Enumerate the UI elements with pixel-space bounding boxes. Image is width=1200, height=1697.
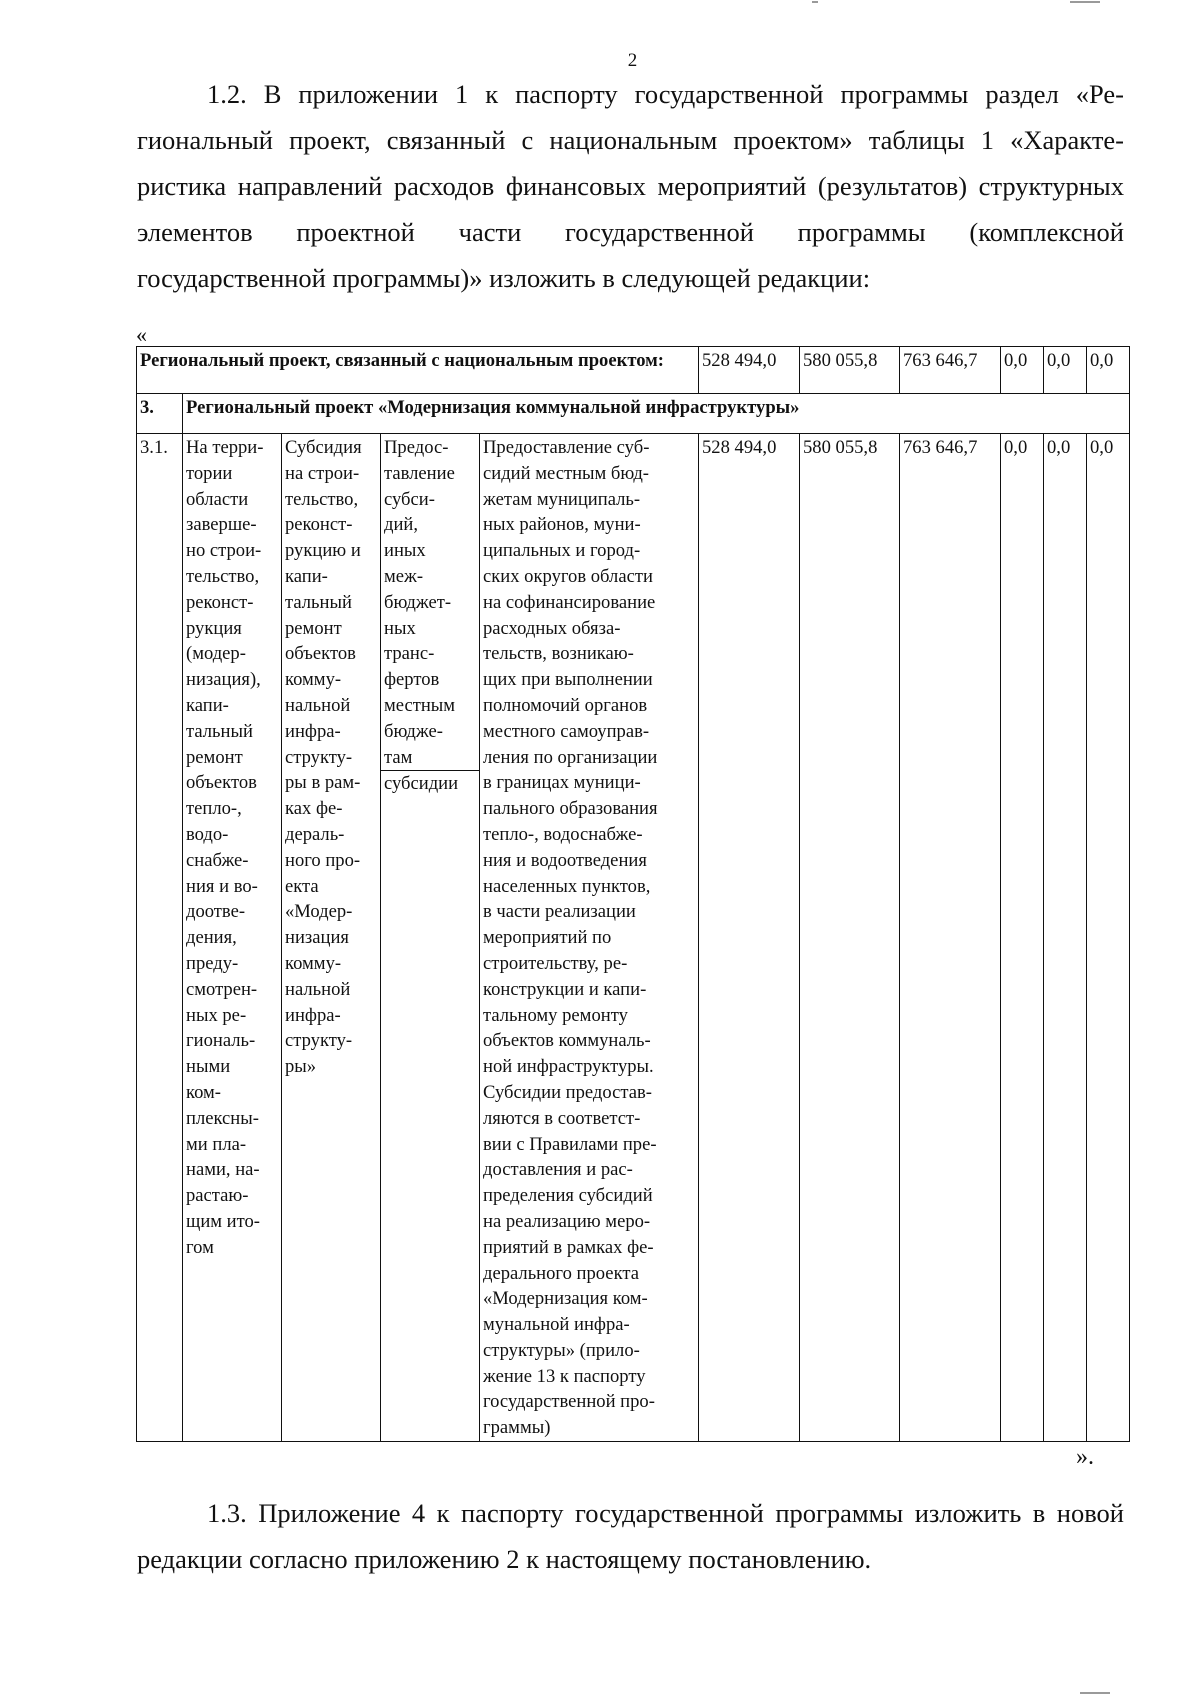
cell-line: структуры» (прило- [483,1339,640,1361]
cell-line: бюджет- [384,591,452,613]
cell-line: ком- [186,1081,221,1103]
item-type [381,434,480,1442]
cell-line: ния и во- [186,875,258,897]
cell-line: на строи- [285,462,360,484]
section-number: 3. [137,394,183,434]
summary-value-2: 580 055,8 [800,347,900,394]
cell-line: полномочий органов [483,694,648,716]
item-result [183,434,282,1442]
cell-line: мунальной инфра- [483,1314,630,1336]
cell-line: рукция [186,617,242,639]
cell-line: нальной [285,978,351,1000]
cell-line: конструкции и капи- [483,978,647,1000]
cell-line: доотве- [186,901,246,923]
cell-line: ной инфраструктуры. [483,1056,654,1078]
summary-row [137,347,1130,394]
cell-line: капи- [285,565,328,587]
cell-line: транс- [384,643,435,665]
cell-line: Субсидия [285,437,362,458]
section-title: Региональный проект «Модернизация коммунальной инфраструктуры» [183,394,1130,434]
cell-line: Предоставление суб- [483,437,650,458]
cell-line: тории [186,462,233,484]
cell-line: структу- [285,1030,353,1052]
cell-line: ры» [285,1056,317,1078]
cell-line: рукцию и [285,540,361,562]
cell-line: Предос- [384,437,449,458]
cell-line: комму- [285,669,342,691]
cell-line: объектов коммуналь- [483,1030,651,1052]
summary-label: Региональный проект, связанный с национальным проектом: [137,347,699,394]
summary-value-3: 763 646,7 [900,347,1001,394]
cell-line: жетам муниципаль- [483,488,641,510]
cell-line: «Модер- [285,901,353,923]
cell-line: капи- [186,694,229,716]
cell-line: государственной про- [483,1391,655,1413]
closing-quote: ». [1076,1444,1094,1470]
item-number: 3.1. [137,434,183,1442]
item-type-lines [381,435,479,771]
summary-value-6: 0,0 [1087,347,1130,394]
cell-line: объектов [186,772,257,794]
cell-line: тальный [285,591,352,613]
cell-line: тальному ремонту [483,1004,628,1026]
cell-line: на реализацию меро- [483,1210,651,1232]
cell-line: гом [186,1236,214,1258]
cell-line: ских округов области [483,565,653,587]
cell-line: пального образования [483,798,658,820]
item-subsidy [282,434,381,1442]
scan-artifact-top-right [1070,1,1100,3]
expenditure-table [136,346,1130,1442]
cell-line: низация [285,927,349,949]
cell-line: дераль- [285,823,345,845]
cell-line: Субсидии предостав- [483,1081,652,1103]
cell-line: области [186,488,249,510]
cell-line: растаю- [186,1185,249,1207]
cell-line: ния и водоотведения [483,849,647,871]
cell-line: заверше- [186,514,257,536]
cell-line: сидий местным бюд- [483,462,649,484]
summary-value-5: 0,0 [1044,347,1087,394]
cell-line: дения, [186,927,237,949]
item-subsidy-lines [285,435,378,1080]
cell-line: населенных пунктов, [483,875,651,897]
cell-line: иных [384,540,426,562]
cell-line: нами, на- [186,1159,260,1181]
cell-line: нальной [285,694,351,716]
cell-line: ных районов, муни- [483,514,641,536]
cell-line: строительству, ре- [483,952,628,974]
cell-line: местным [384,694,456,716]
cell-line: ного про- [285,849,361,871]
section-row [137,394,1130,434]
cell-line: меж- [384,565,424,587]
cell-line: ремонт [285,617,342,639]
item-value-5: 0,0 [1044,434,1087,1442]
cell-line: ляются в соответст- [483,1107,641,1129]
cell-line: инфра- [285,1004,341,1026]
cell-line: на софинансирование [483,591,656,613]
cell-line: тельств, возникаю- [483,643,634,665]
item-result-lines [186,435,279,1261]
cell-line: водо- [186,823,229,845]
cell-line: ремонт [186,746,243,768]
cell-line: ления по организации [483,746,658,768]
cell-line: ми пла- [186,1133,247,1155]
cell-line: преду- [186,952,239,974]
item-value-3: 763 646,7 [900,434,1001,1442]
cell-line: жение 13 к паспорту [483,1365,646,1387]
cell-line: низация), [186,669,261,691]
cell-line: ципальных и город- [483,540,641,562]
cell-line: мероприятий по [483,927,612,949]
cell-line: тавление [384,462,455,484]
cell-line: екта [285,875,319,897]
cell-line: местного самоуправ- [483,720,650,742]
cell-line: субси- [384,488,435,510]
cell-line: ными [186,1056,231,1078]
scan-artifact-bottom [1080,1692,1110,1694]
cell-line: но строи- [186,540,262,562]
item-row [137,434,1130,1442]
summary-value-4: 0,0 [1001,347,1044,394]
cell-line: бюдже- [384,720,443,742]
cell-line: граммы) [483,1417,551,1439]
item-type-sub: субсидии [384,773,459,795]
cell-line: реконст- [186,591,254,613]
summary-value-1: 528 494,0 [699,347,800,394]
cell-line: тепло-, водоснабже- [483,823,643,845]
cell-line: щих при выполнении [483,669,653,691]
cell-line: гиональ- [186,1030,256,1052]
cell-line: ных [384,617,416,639]
cell-line: (модер- [186,643,246,665]
cell-line: тельство, [285,488,359,510]
cell-line: тальный [186,720,253,742]
item-description [480,434,699,1442]
item-value-4: 0,0 [1001,434,1044,1442]
cell-line: тельство, [186,565,260,587]
cell-line: доставления и рас- [483,1159,633,1181]
cell-line: пределения субсидий [483,1185,653,1207]
paragraph-1-3: 1.3. Приложение 4 к паспорту государственной программы изложить в новой редакции согласно приложению 2 к настоящему постановлению. [137,1498,1124,1574]
cell-line: «Модернизация ком- [483,1288,648,1310]
cell-line: смотрен- [186,978,258,1000]
page-number: 2 [627,50,638,71]
cell-line: тепло-, [186,798,242,820]
cell-line: щим ито- [186,1210,261,1232]
cell-line: в границах муници- [483,772,641,794]
cell-line: в части реализации [483,901,636,923]
cell-line: ных ре- [186,1004,247,1026]
opening-quote: « [136,322,147,347]
item-value-1: 528 494,0 [699,434,800,1442]
paragraph-1-2: 1.2. В приложении 1 к паспорту государственной программы раздел «Региональный проект, связанный с национальным проектом» таблицы 1 «Характеристика направлений расходов финансовых мероприятий (результатов) структурных элементов проектной части государственной программы (комплексной государственной программы)» изложить в следующей редакции: [137,79,1124,293]
cell-line: расходных обяза- [483,617,621,639]
cell-line: реконст- [285,514,353,536]
cell-line: снабже- [186,849,249,871]
cell-line: инфра- [285,720,341,742]
item-value-6: 0,0 [1087,434,1130,1442]
cell-line: комму- [285,952,342,974]
cell-line: там [384,746,413,768]
cell-line: дий, [384,514,419,536]
cell-line: фертов [384,669,440,691]
cell-line: вии с Правилами пре- [483,1133,657,1155]
cell-line: плексны- [186,1107,259,1129]
item-value-2: 580 055,8 [800,434,900,1442]
cell-line: ры в рам- [285,772,361,794]
cell-line: ках фе- [285,798,343,820]
cell-line: дерального проекта [483,1262,639,1284]
cell-line: структу- [285,746,353,768]
cell-line: приятий в рамках фе- [483,1236,654,1258]
cell-line: объектов [285,643,356,665]
cell-line: На терри- [186,437,264,458]
item-description-lines [483,435,696,1441]
scan-artifact-top [812,1,818,3]
